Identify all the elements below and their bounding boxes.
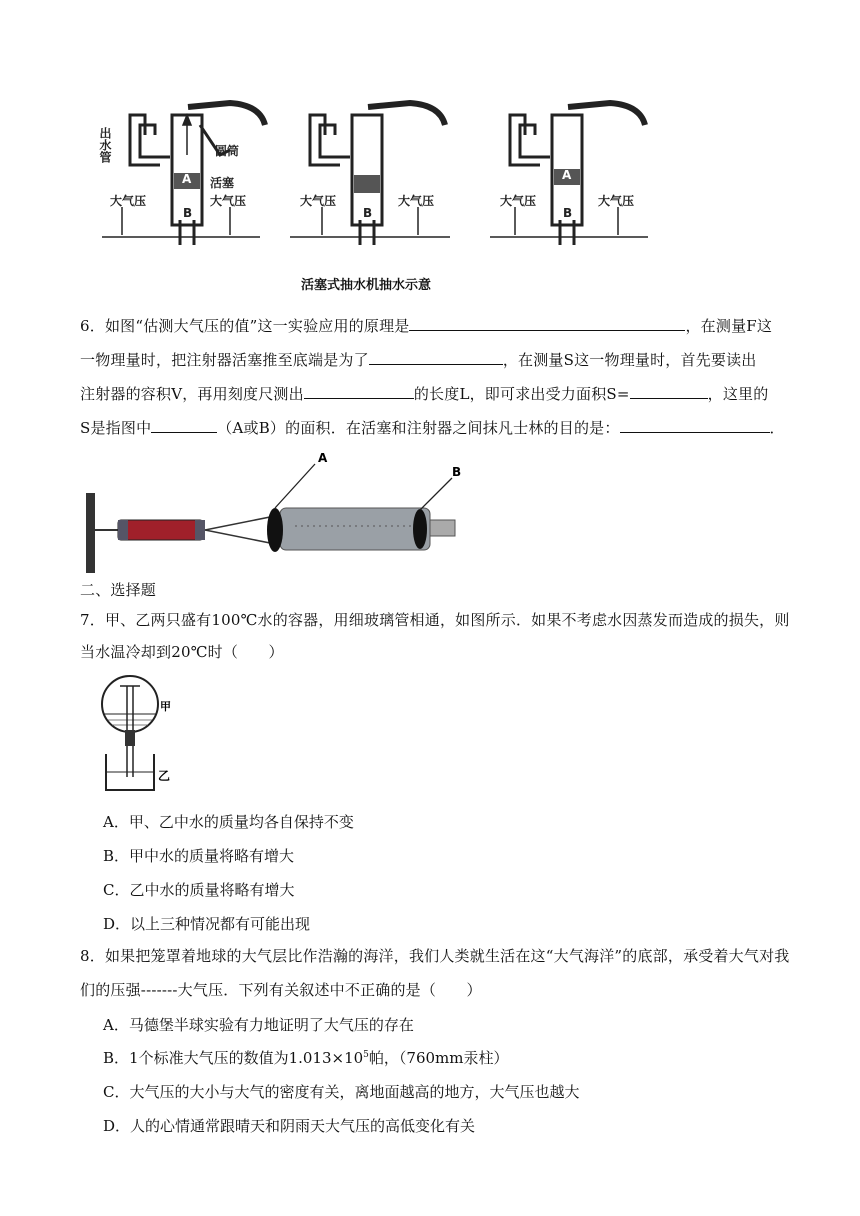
pump3-valve-b: B bbox=[563, 206, 573, 220]
q6-blank-vaseline[interactable] bbox=[620, 418, 770, 433]
q6-blank-ab[interactable] bbox=[151, 418, 217, 433]
q7-line-1: 7．甲、乙两只盛有100℃水的容器，用细玻璃管相通，如图所示．如果不考虑水因蒸发而造成的损失，则 bbox=[80, 611, 790, 629]
pump-outlet-label: 出水管 bbox=[98, 127, 112, 163]
pump2-atm-left: 大气压 bbox=[300, 194, 337, 208]
pump-figure-caption: 活塞式抽水机抽水示意 bbox=[301, 278, 432, 293]
q8-option-c[interactable]: C．大气压的大小与大气的密度有关，离地面越高的地方，大气压也越大 bbox=[103, 1083, 580, 1101]
q7-option-b[interactable]: B．甲中水的质量将略有增大 bbox=[103, 847, 295, 865]
q6-line-2 bbox=[80, 349, 757, 370]
pump2-valve-b: B bbox=[363, 206, 373, 220]
q7-line-2: 当水温冷却到20℃时（ ） bbox=[80, 643, 284, 661]
pump-cylinder-label: 圆筒 bbox=[215, 144, 240, 158]
q6-text-1: 6．如图“估测大气压的值”这一实验应用的原理是 bbox=[80, 317, 410, 335]
pump3-atm-left: 大气压 bbox=[500, 194, 537, 208]
pump1-atm-right: 大气压 bbox=[210, 194, 247, 208]
q6-text-9: （A或B）的面积．在活塞和注射器之间抹凡士林的目的是： bbox=[217, 419, 620, 437]
pump1-valve-a: A bbox=[182, 172, 192, 186]
q8-option-b-sup: 5 bbox=[363, 1050, 369, 1060]
q8-option-b-post: 帕，（760mm汞柱） bbox=[368, 1049, 509, 1067]
q8-option-b[interactable] bbox=[103, 1047, 509, 1068]
q6-text-8: S是指图中 bbox=[80, 419, 152, 437]
pump1-atm-left: 大气压 bbox=[110, 194, 147, 208]
q6-text-10: ． bbox=[769, 419, 785, 437]
container-yi-label: 乙 bbox=[158, 769, 171, 783]
q8-option-b-pre: B．1个标准大气压的数值为1.013×10 bbox=[103, 1049, 364, 1067]
syringe-label-b: B bbox=[452, 465, 462, 479]
q6-line-4 bbox=[80, 417, 785, 438]
q6-text-7: ，这里的 bbox=[707, 385, 769, 403]
containers-figure bbox=[98, 672, 188, 796]
q8-line-1: 8．如果把笼罩着地球的大气层比作浩瀚的海洋，我们人类就生活在这“大气海洋”的底部，承受着大气对我 bbox=[80, 947, 790, 965]
q6-blank-area[interactable] bbox=[630, 384, 708, 399]
q8-line-2: 们的压强-------大气压．下列有关叙述中不正确的是（ ） bbox=[80, 981, 482, 999]
section-2-title: 二、选择题 bbox=[80, 581, 157, 599]
q7-option-c[interactable]: C．乙中水的质量将略有增大 bbox=[103, 881, 295, 899]
pump3-atm-right: 大气压 bbox=[598, 194, 635, 208]
q6-text-2: ，在测量F这 bbox=[685, 317, 773, 335]
container-jia-label: 甲 bbox=[160, 700, 171, 713]
pump2-atm-right: 大气压 bbox=[398, 194, 435, 208]
q7-option-d[interactable]: D．以上三种情况都有可能出现 bbox=[103, 915, 311, 933]
q8-option-d[interactable]: D．人的心情通常跟晴天和阴雨天大气压的高低变化有关 bbox=[103, 1117, 476, 1135]
pump-figure bbox=[100, 95, 660, 295]
q6-text-6: 的长度L，即可求出受力面积S= bbox=[413, 385, 630, 403]
pump-piston-label: 活塞 bbox=[210, 176, 235, 190]
pump1-valve-b: B bbox=[183, 206, 193, 220]
q6-blank-purpose[interactable] bbox=[369, 350, 503, 365]
q6-text-5: 注射器的容积V，再用刻度尺测出 bbox=[80, 385, 304, 403]
syringe-figure bbox=[80, 448, 480, 578]
q6-line-3 bbox=[80, 383, 768, 404]
q7-option-a[interactable]: A．甲、乙中水的质量均各自保持不变 bbox=[103, 813, 354, 831]
q6-text-3: 一物理量时，把注射器活塞推至底端是为了 bbox=[80, 351, 369, 369]
q6-line-1 bbox=[80, 315, 772, 336]
q8-option-a[interactable]: A．马德堡半球实验有力地证明了大气压的存在 bbox=[103, 1016, 414, 1034]
q6-blank-principle[interactable] bbox=[409, 316, 685, 331]
q6-text-4: ，在测量S这一物理量时，首先要读出 bbox=[502, 351, 757, 369]
pump3-valve-a: A bbox=[562, 168, 572, 182]
syringe-label-a: A bbox=[318, 451, 328, 465]
q6-blank-length[interactable] bbox=[304, 384, 414, 399]
